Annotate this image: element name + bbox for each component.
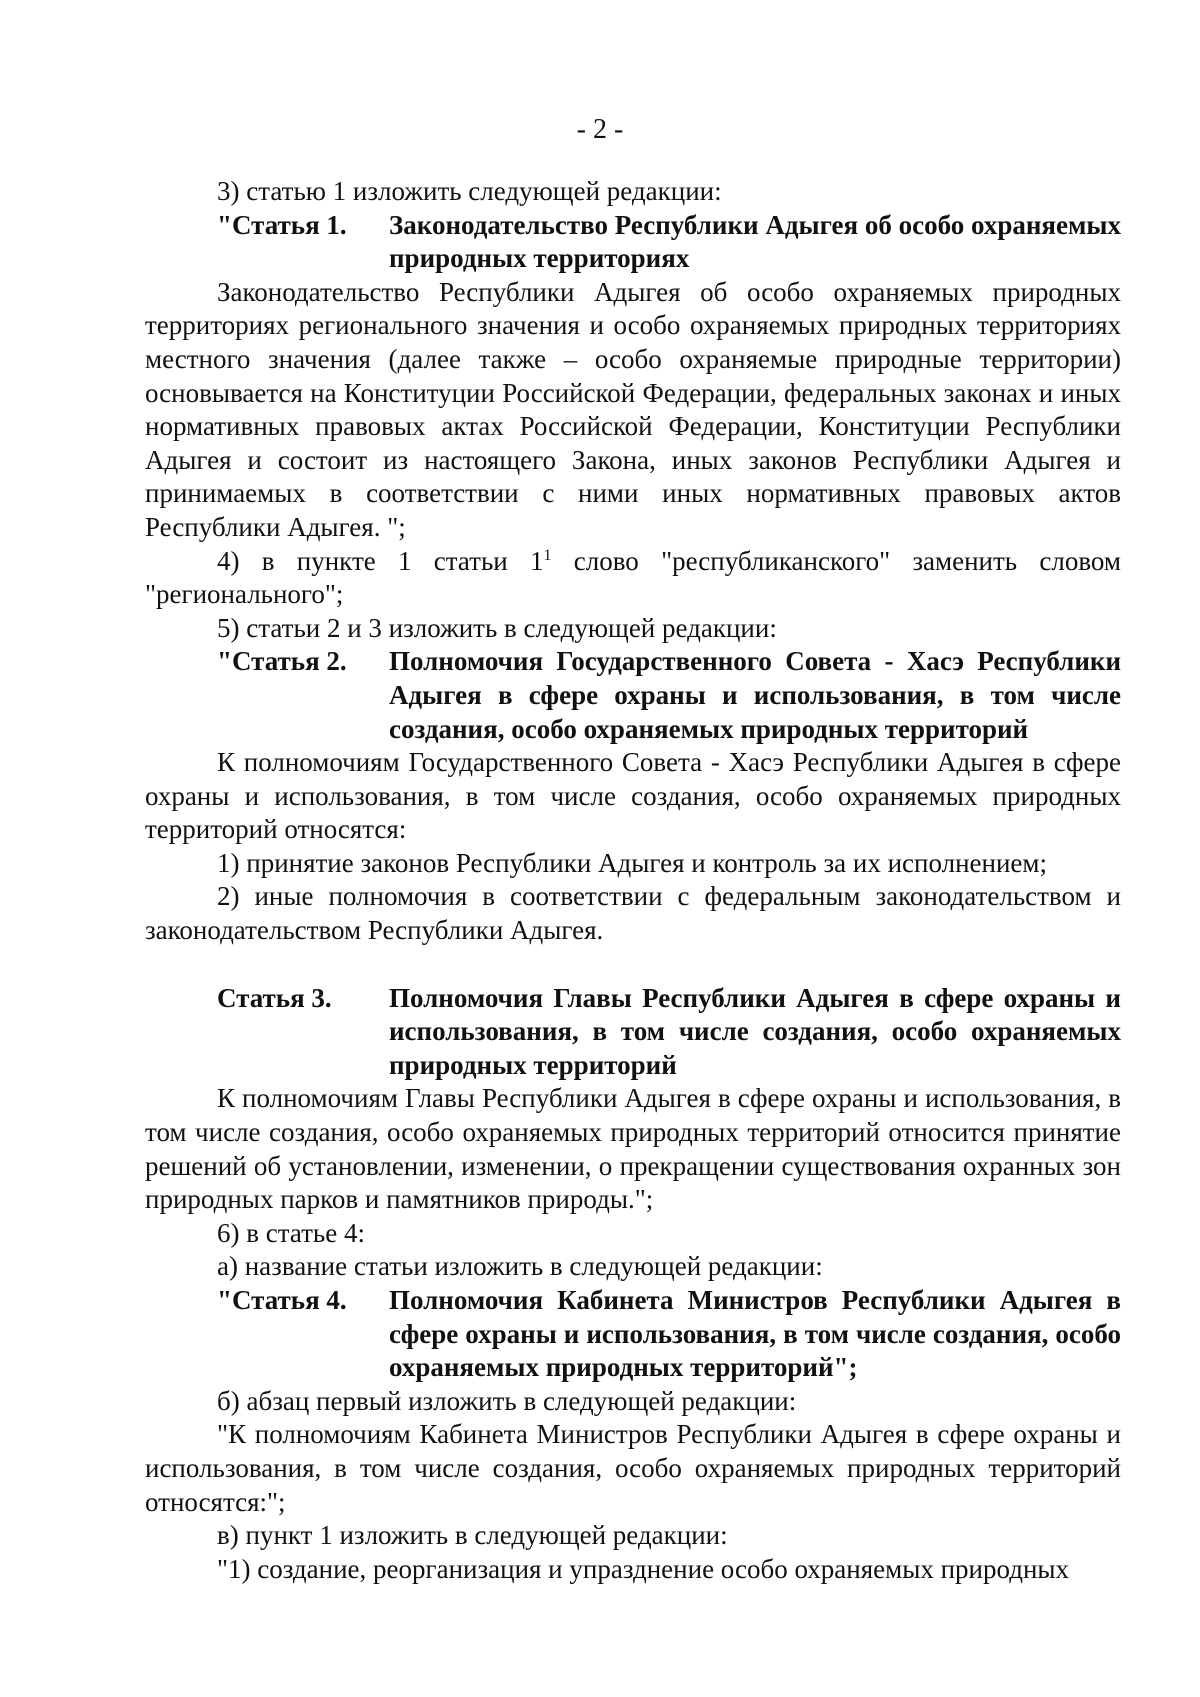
document-body [145, 175, 1121, 1586]
page-number: - 2 - [576, 114, 624, 145]
article-heading-2 [145, 645, 1121, 746]
paragraph: "К полномочиям Кабинета Министров Республики Адыгея в сфере охраны и использования, в том числе создания, особо охраняемых природных территорий относятся:"; [145, 1419, 1121, 1517]
article-heading-1 [145, 209, 1121, 276]
article-heading-4 [145, 1284, 1121, 1385]
paragraph: 3) статью 1 изложить следующей редакции: [217, 176, 722, 206]
paragraph: в) пункт 1 изложить в следующей редакции: [217, 1520, 728, 1551]
article-heading-3 [145, 982, 1121, 1083]
text-segment: слово "республиканского" заменить словом "регионального"; [145, 545, 1121, 610]
paragraph [145, 545, 1121, 612]
spacer [145, 948, 1121, 982]
article-number: "Статья 1. [217, 209, 347, 240]
paragraph: К полномочиям Государственного Совета - Хасэ Республики Адыгея в сфере охраны и использования, в том числе создания, особо охраняемых природных территорий относятся: [145, 747, 1121, 845]
paragraph: "1) создание, реорганизация и упразднение особо охраняемых природных [217, 1553, 1070, 1584]
text-segment: 4) в пункте 1 статьи 1 [217, 545, 544, 576]
paragraph: а) название статьи изложить в следующей редакции: [217, 1251, 823, 1282]
article-number: "Статья 4. [217, 1285, 347, 1315]
article-number: Статья 3. [217, 982, 332, 1013]
paragraph: 1) принятие законов Республики Адыгея и контроль за их исполнением; [217, 847, 1047, 878]
paragraph: 2) иные полномочия в соответствии с федеральным законодательством и законодательством Республики Адыгея. [145, 881, 1121, 946]
article-title: Полномочия Главы Республики Адыгея в сфере охраны и использования, в том числе создания, особо охраняемых природных территорий [389, 982, 1121, 1080]
paragraph: 5) статьи 2 и 3 изложить в следующей редакции: [217, 612, 777, 643]
article-title: Законодательство Республики Адыгея об особо охраняемых природных территориях [389, 209, 1121, 274]
article-title: Полномочия Кабинета Министров Республики Адыгея в сфере охраны и использования, в том числе создания, особо охраняемых природных территорий"; [389, 1285, 1121, 1383]
paragraph: б) абзац первый изложить в следующей редакции: [217, 1385, 797, 1416]
article-number: "Статья 2. [217, 646, 347, 677]
article-title: Полномочия Государственного Совета - Хасэ Республики Адыгея в сфере охраны и использования, в том числе создания, особо охраняемых природных территорий [389, 646, 1121, 744]
paragraph: 6) в статье 4: [217, 1217, 365, 1248]
paragraph: К полномочиям Главы Республики Адыгея в сфере охраны и использования, в том числе создания, особо охраняемых природных территорий относится принятие решений об установлении, изменении, о прекращении существования охранных зон природных парков и памятников природы."; [145, 1083, 1121, 1215]
paragraph: Законодательство Республики Адыгея об особо охраняемых природных территориях регионального значения и особо охраняемых природных территориях местного значения (далее также – особо охраняемые природные территории) основывается на Конституции Российской Федерации, федеральных законах и иных нормативных правовых актах Российской Федерации, Конституции Республики Адыгея и состоит из настоящего Закона, иных законов Республики Адыгея и принимаемых в соответствии с ними иных нормативных правовых актов Республики Адыгея. "; [145, 276, 1121, 542]
superscript: 1 [543, 546, 552, 564]
